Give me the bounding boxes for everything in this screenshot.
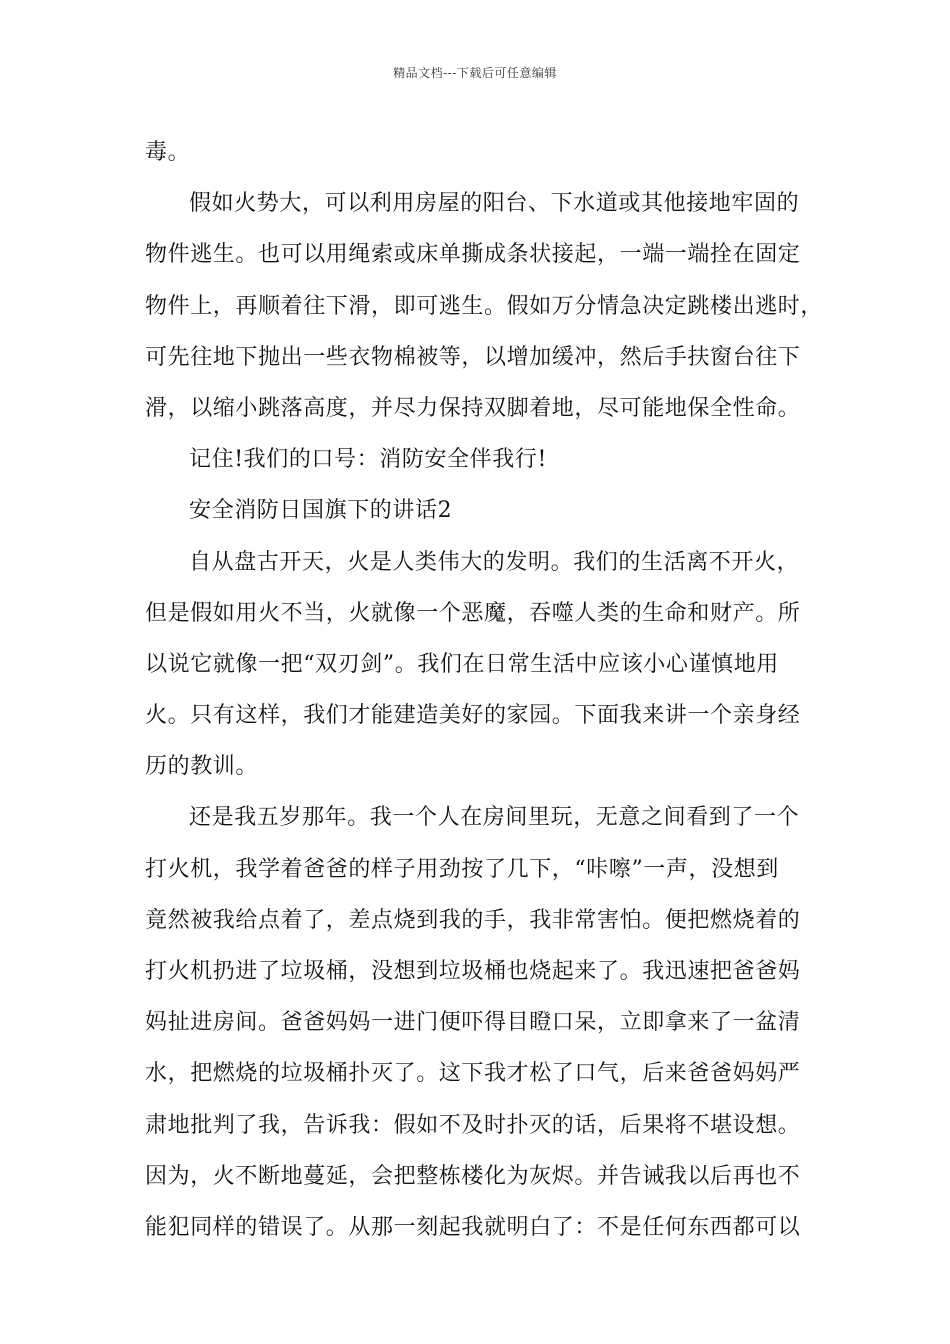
text-line: 因为，火不断地蔓延，会把整栋楼化为灰烬。并告诫我以后再也不 bbox=[145, 1163, 801, 1189]
text-line: 打火机扔进了垃圾桶，没想到垃圾桶也烧起来了。我迅速把爸爸妈 bbox=[145, 959, 801, 984]
text-line: 自从盘古开天，火是人类伟大的发明。我们的生活离不开火， bbox=[189, 549, 800, 575]
text-line: 假如火势大，可以利用房屋的阳台、下水道或其他接地牢固的 bbox=[189, 191, 800, 217]
text-line: 能犯同样的错误了。从那一刻起我就明白了：不是任何东西都可以 bbox=[145, 1214, 801, 1240]
text-line: 还是我五岁那年。我一个人在房间里玩，无意之间看到了一个 bbox=[189, 805, 800, 831]
text-line: 打火机，我学着爸爸的样子用劲按了几下，“咔嚓”一声，没想到 bbox=[145, 856, 779, 882]
text-line: 历的教训。 bbox=[145, 754, 259, 780]
text-line: 物件逃生。也可以用绳索或床单撕成条状接起，一端一端拴在固定 bbox=[145, 242, 801, 268]
text-line: 妈扯进房间。爸爸妈妈一进门便吓得目瞪口呆，立即拿来了一盆清 bbox=[145, 1010, 801, 1036]
text-line: 滑，以缩小跳落高度，并尽力保持双脚着地，尽可能地保全性命。 bbox=[145, 395, 801, 421]
text-line: 水，把燃烧的垃圾桶扑灭了。这下我才松了口气，后来爸爸妈妈严 bbox=[145, 1061, 801, 1087]
text-line: 火。只有这样，我们才能建造美好的家园。下面我来讲一个亲身经 bbox=[145, 703, 801, 729]
text-line: 竟然被我给点着了，差点烧到我的手，我非常害怕。便把燃烧着的 bbox=[145, 907, 801, 933]
text-line: 肃地批判了我，告诉我：假如不及时扑灭的话，后果将不堪设想。 bbox=[145, 1112, 801, 1138]
text-line: 毒。 bbox=[145, 140, 191, 165]
text-line: 记住!我们的口号：消防安全伴我行! bbox=[189, 447, 547, 473]
text-line: 以说它就像一把“双刃剑”。我们在日常生活中应该小心谨慎地用 bbox=[145, 651, 779, 677]
text-line: 可先往地下抛出一些衣物棉被等，以增加缓冲，然后手扶窗台往下 bbox=[145, 344, 801, 370]
section-title: 安全消防日国旗下的讲话2 bbox=[189, 498, 453, 524]
text-line: 物件上，再顺着往下滑，即可逃生。假如万分情急决定跳楼出逃时， bbox=[145, 293, 824, 319]
document-body bbox=[145, 127, 824, 1253]
page-header: 精品文档---下载后可任意编辑 bbox=[393, 66, 557, 80]
text-line: 但是假如用火不当，火就像一个恶魔，吞噬人类的生命和财产。所 bbox=[145, 600, 801, 626]
